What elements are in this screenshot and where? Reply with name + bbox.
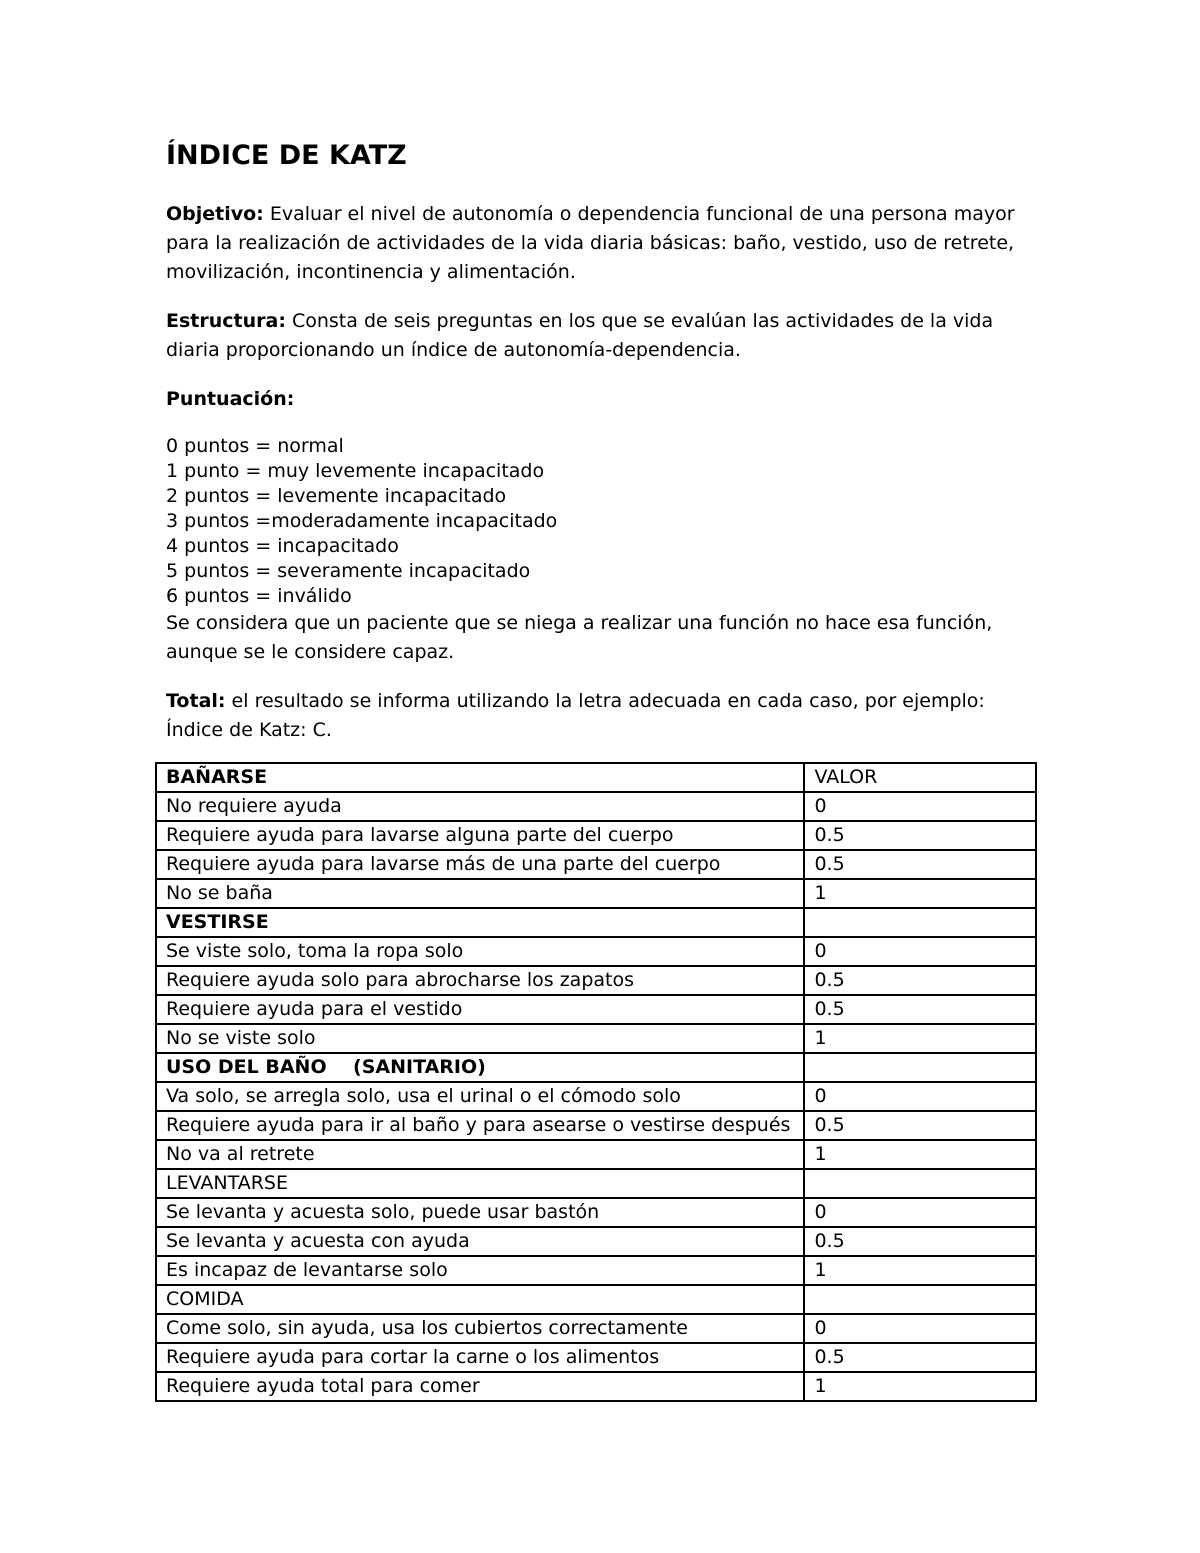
table-cell-value: 0 xyxy=(804,1314,1036,1343)
objetivo-label: Objetivo: xyxy=(166,203,264,225)
table-cell-value: 0 xyxy=(804,1082,1036,1111)
table-cell-item: Requiere ayuda para lavarse más de una parte del cuerpo xyxy=(156,850,804,879)
table-cell-value: 1 xyxy=(804,1256,1036,1285)
table-cell-item: Requiere ayuda para lavarse alguna parte del cuerpo xyxy=(156,821,804,850)
table-cell-item: Requiere ayuda total para comer xyxy=(156,1372,804,1401)
score-item: 5 puntos = severamente incapacitado xyxy=(166,560,531,582)
table-cell-item: Requiere ayuda para ir al baño y para asearse o vestirse después xyxy=(156,1111,804,1140)
table-cell-value: 1 xyxy=(804,879,1036,908)
table-row xyxy=(156,1372,1036,1401)
score-list xyxy=(166,434,1046,609)
total-paragraph xyxy=(166,687,1046,745)
table-cell-value: 0.5 xyxy=(804,966,1036,995)
table-cell-item: Se levanta y acuesta con ayuda xyxy=(156,1227,804,1256)
table-cell-value: 0 xyxy=(804,1198,1036,1227)
score-item: 3 puntos =moderadamente incapacitado xyxy=(166,510,558,532)
table-cell-value: 0.5 xyxy=(804,1343,1036,1372)
objetivo-text: Evaluar el nivel de autonomía o dependencia funcional de una persona mayor para la realización de actividades de la vida diaria básicas: baño, vestido, uso de retrete, movilización, incontinencia y alimentación. xyxy=(166,203,1015,283)
page-title: ÍNDICE DE KATZ xyxy=(166,140,407,171)
objetivo-paragraph xyxy=(166,200,1046,287)
puntuacion-label: Puntuación: xyxy=(166,388,295,410)
table-cell-item: BAÑARSE xyxy=(156,763,804,792)
table-row xyxy=(156,1227,1036,1256)
table-cell-item: Es incapaz de levantarse solo xyxy=(156,1256,804,1285)
table-cell-value xyxy=(804,1053,1036,1082)
katz-table xyxy=(155,762,1037,1402)
table-cell-value: 0 xyxy=(804,792,1036,821)
table-cell-item: Requiere ayuda para el vestido xyxy=(156,995,804,1024)
table-row xyxy=(156,1169,1036,1198)
table-row xyxy=(156,966,1036,995)
estructura-text: Consta de seis preguntas en los que se evalúan las actividades de la vida diaria proporcionando un índice de autonomía-dependencia. xyxy=(166,310,994,361)
table-cell-value: 0.5 xyxy=(804,850,1036,879)
table-cell-item: Se viste solo, toma la ropa solo xyxy=(156,937,804,966)
table-cell-item: COMIDA xyxy=(156,1285,804,1314)
table-cell-value xyxy=(804,908,1036,937)
table-row xyxy=(156,1111,1036,1140)
table-cell-value xyxy=(804,1169,1036,1198)
table-cell-value: VALOR xyxy=(804,763,1036,792)
table-section-row xyxy=(156,1053,1036,1082)
table-cell-value: 0 xyxy=(804,937,1036,966)
table-cell-value: 0.5 xyxy=(804,1227,1036,1256)
table-cell-item: USO DEL BAÑO (SANITARIO) xyxy=(156,1053,804,1082)
table-row xyxy=(156,850,1036,879)
table-row xyxy=(156,1285,1036,1314)
document-body xyxy=(166,136,1046,745)
table-row xyxy=(156,792,1036,821)
table-row xyxy=(156,937,1036,966)
table-cell-item: Se levanta y acuesta solo, puede usar bastón xyxy=(156,1198,804,1227)
score-item: 1 punto = muy levemente incapacitado xyxy=(166,460,545,482)
table-cell-item: Come solo, sin ayuda, usa los cubiertos correctamente xyxy=(156,1314,804,1343)
table-row xyxy=(156,995,1036,1024)
table-row xyxy=(156,1082,1036,1111)
table-row xyxy=(156,821,1036,850)
score-item: 6 puntos = inválido xyxy=(166,585,352,607)
table-cell-item: No se baña xyxy=(156,879,804,908)
table-cell-item: No va al retrete xyxy=(156,1140,804,1169)
puntuacion-heading xyxy=(166,385,1046,414)
table-cell-item: VESTIRSE xyxy=(156,908,804,937)
table-row xyxy=(156,1256,1036,1285)
score-item: 2 puntos = levemente incapacitado xyxy=(166,485,507,507)
table-row xyxy=(156,1198,1036,1227)
estructura-label: Estructura: xyxy=(166,310,286,332)
table-section-row xyxy=(156,908,1036,937)
table-cell-value: 1 xyxy=(804,1024,1036,1053)
table-cell-value: 0.5 xyxy=(804,995,1036,1024)
table-cell-item: Requiere ayuda para cortar la carne o los alimentos xyxy=(156,1343,804,1372)
table-section-row xyxy=(156,763,1036,792)
table-cell-value xyxy=(804,1285,1036,1314)
score-item: 0 puntos = normal xyxy=(166,435,344,457)
table-cell-value: 1 xyxy=(804,1140,1036,1169)
katz-table-body xyxy=(156,763,1036,1401)
table-cell-item: Va solo, se arregla solo, usa el urinal o el cómodo solo xyxy=(156,1082,804,1111)
table-row xyxy=(156,1343,1036,1372)
table-row xyxy=(156,879,1036,908)
table-row xyxy=(156,1024,1036,1053)
score-item: 4 puntos = incapacitado xyxy=(166,535,399,557)
table-cell-item: Requiere ayuda solo para abrocharse los zapatos xyxy=(156,966,804,995)
table-cell-item: LEVANTARSE xyxy=(156,1169,804,1198)
table-cell-value: 1 xyxy=(804,1372,1036,1401)
table-cell-item: No requiere ayuda xyxy=(156,792,804,821)
table-cell-item: No se viste solo xyxy=(156,1024,804,1053)
estructura-paragraph xyxy=(166,307,1046,365)
total-text: el resultado se informa utilizando la letra adecuada en cada caso, por ejemplo: Índice de Katz: C. xyxy=(166,690,985,741)
score-note: Se considera que un paciente que se niega a realizar una función no hace esa función, aunque se le considere capaz. xyxy=(166,612,993,663)
table-cell-value: 0.5 xyxy=(804,1111,1036,1140)
total-label: Total: xyxy=(166,690,226,712)
table-row xyxy=(156,1314,1036,1343)
table-cell-value: 0.5 xyxy=(804,821,1036,850)
table-row xyxy=(156,1140,1036,1169)
